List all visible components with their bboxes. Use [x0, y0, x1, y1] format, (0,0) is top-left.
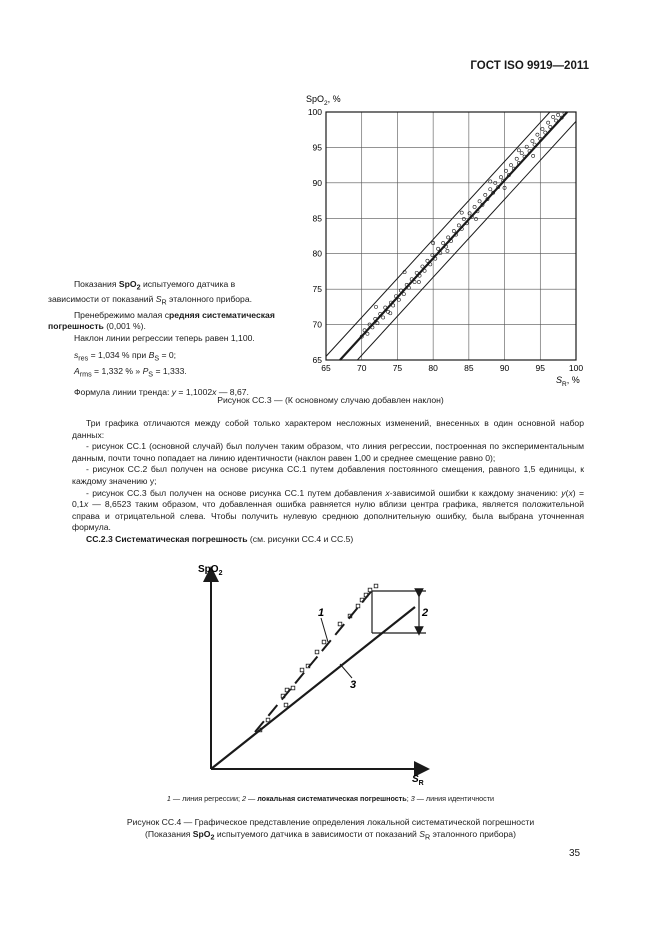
y-tick-label: 85	[312, 213, 322, 224]
label-2: 2	[422, 607, 429, 619]
side-paragraph-3: Наклон линии регрессии теперь равен 1,100.	[74, 332, 255, 343]
scatter-chart	[290, 86, 600, 396]
data-point	[421, 265, 424, 268]
data-point	[473, 205, 476, 208]
data-point	[462, 217, 465, 220]
data-point	[552, 115, 555, 118]
side-paragraph-1: Показания SpO$_2$ испытуемого датчика в зависимости от показаний $S_R$ эталонного прибора.	[48, 279, 252, 308]
data-point	[363, 329, 366, 332]
body-text	[72, 418, 584, 546]
diagram-sample-point	[300, 668, 304, 672]
y-tick-label: 90	[312, 177, 322, 188]
body-bullet-3: - рисунок СС.3 был получен на основе рисунка СС.1 путем добавления x-зависимой ошибки к каждому значению: y(x) = 0,1x — 8,6523 таким образом, что добавленная ошибка равняется нулю вблизи центра графика, является положительной справа и отрицательной слева. Чтобы получить нулевую среднюю дополнительную ошибку, была выбрана уточненная формула.	[72, 487, 585, 533]
data-point	[532, 154, 535, 157]
data-point	[525, 145, 528, 148]
data-point	[549, 125, 552, 128]
data-point	[554, 119, 557, 122]
x-tick-label: 90	[499, 363, 510, 373]
data-point	[442, 241, 445, 244]
chart-lines	[326, 112, 576, 360]
x-tick-label: 85	[464, 363, 474, 373]
bound-line	[326, 112, 550, 356]
chart-ticks	[308, 107, 584, 373]
regression-line	[255, 588, 374, 732]
y-tick-label: 70	[312, 319, 322, 330]
bound-line	[357, 121, 576, 360]
data-point	[402, 293, 405, 296]
data-point	[489, 188, 492, 191]
section-heading: СС.2.3 Систематическая погрешность (см. рисунки СС.4 и СС.5)	[86, 533, 354, 544]
side-trend-formula: Формула линии тренда: y = 1,1002x — 8,67.	[74, 387, 249, 398]
data-point	[457, 224, 460, 227]
data-point	[484, 193, 487, 196]
side-eq-arms: $A_{rms} = 1,332$ % » $P_S = 1,333$.	[74, 365, 187, 379]
data-point	[384, 306, 387, 309]
data-point	[499, 176, 502, 179]
diagram-sample-point	[322, 640, 326, 644]
diagram-sample-point	[374, 584, 378, 588]
diagram-sample-point	[368, 588, 372, 592]
data-point	[446, 249, 449, 252]
data-point	[468, 212, 471, 215]
plot-frame	[326, 112, 576, 360]
diagram-x-label: $S_R$	[412, 774, 424, 787]
data-point	[417, 280, 420, 283]
chart-grid	[326, 112, 576, 360]
data-point	[397, 298, 400, 301]
diagram-y-label: SpO$_2$	[198, 564, 223, 577]
data-point	[515, 157, 518, 160]
data-point	[531, 139, 534, 142]
data-point	[366, 332, 369, 335]
y-tick-label: 75	[312, 284, 322, 295]
x-tick-label: 75	[392, 363, 403, 373]
data-point	[415, 271, 418, 274]
x-tick-label: 70	[356, 363, 367, 373]
data-point	[374, 305, 377, 308]
y-tick-label: 80	[312, 248, 322, 259]
page-number: 35	[569, 848, 581, 859]
x-tick-label: 80	[428, 363, 438, 373]
diagram-sample-point	[291, 686, 295, 690]
label-3: 3	[350, 679, 357, 691]
diagram-sample-point	[315, 650, 319, 654]
document-header: ГОСТ ISO 9919—2011	[470, 60, 589, 72]
data-point	[429, 263, 432, 266]
y-axis-label: SpO$_2$, %	[306, 94, 341, 107]
figure-4-caption-line-2: (Показания SpO$_2$ испытуемого датчика в зависимости от показаний $S_R$ эталонного прибора)	[145, 829, 516, 842]
data-point	[544, 131, 547, 134]
diagram-sample-point	[284, 703, 288, 707]
y-tick-label: 100	[307, 107, 322, 117]
x-tick-label: 95	[535, 363, 546, 373]
body-bullet-2: - рисунок СС.2 был получен на основе рисунка СС.1 путем добавления постоянного смещения, равного 1,5 единицы, к каждому значению y;	[72, 464, 584, 486]
side-notes	[48, 279, 288, 399]
data-point	[520, 151, 523, 154]
label-1: 1	[318, 607, 325, 619]
diagram-sample-point	[338, 622, 342, 626]
data-point	[437, 247, 440, 250]
y-tick-label: 65	[312, 355, 322, 365]
x-tick-label: 100	[568, 363, 584, 373]
body-bullet-1: - рисунок СС.1 (основной случай) был получен таким образом, что линия регрессии, построенная по экспериментальным данным, почти точно попадает на линию идентичности (наклон равен 1,00 и среднее смещение равно 0);	[72, 441, 584, 463]
data-point	[547, 121, 550, 124]
data-point	[392, 304, 395, 307]
label-1-leader	[321, 618, 328, 642]
data-point	[509, 164, 512, 167]
x-tick-label: 65	[321, 363, 331, 373]
figure-4-legend: 1 — линия регрессии; 2 — локальная систематическая погрешность; 3 — линия идентичности	[166, 794, 495, 803]
systematic-error-diagram	[190, 560, 450, 790]
data-point	[382, 316, 385, 319]
data-point	[536, 133, 539, 136]
data-point	[423, 269, 426, 272]
figure-4-caption-line-1: Рисунок СС.4 — Графическое представление определения локальной систематической погрешности	[126, 817, 535, 827]
diagram-sample-point	[266, 718, 270, 722]
data-point	[478, 200, 481, 203]
data-point	[557, 113, 560, 116]
side-paragraph-2: Пренебрежимо малая средняя систематическая погрешность (0,001 %).	[48, 309, 275, 332]
identity-line	[211, 607, 415, 769]
label-3-leader	[340, 664, 352, 678]
data-point	[452, 229, 455, 232]
figure-3-caption: Рисунок СС.3 — (К основному случаю добавлен наклон)	[217, 395, 444, 405]
data-point	[426, 259, 429, 262]
data-point	[517, 149, 520, 152]
side-eq-sres: $s_{res} = 1,034$ % при $B_S = 0$;	[74, 350, 177, 364]
y-tick-label: 95	[312, 142, 322, 153]
diagram-sample-point	[356, 604, 360, 608]
data-point	[413, 280, 416, 283]
data-point	[541, 127, 544, 130]
data-point	[474, 217, 477, 220]
body-paragraph-intro: Три графика отличаются между собой только характером несложных изменений, внесенных в один основной набор данных:	[72, 418, 584, 440]
data-point	[504, 169, 507, 172]
data-point	[533, 143, 536, 146]
x-axis-label: $S_R$, %	[556, 375, 580, 388]
trend-line	[340, 112, 567, 360]
data-point	[460, 211, 463, 214]
data-point	[447, 236, 450, 239]
